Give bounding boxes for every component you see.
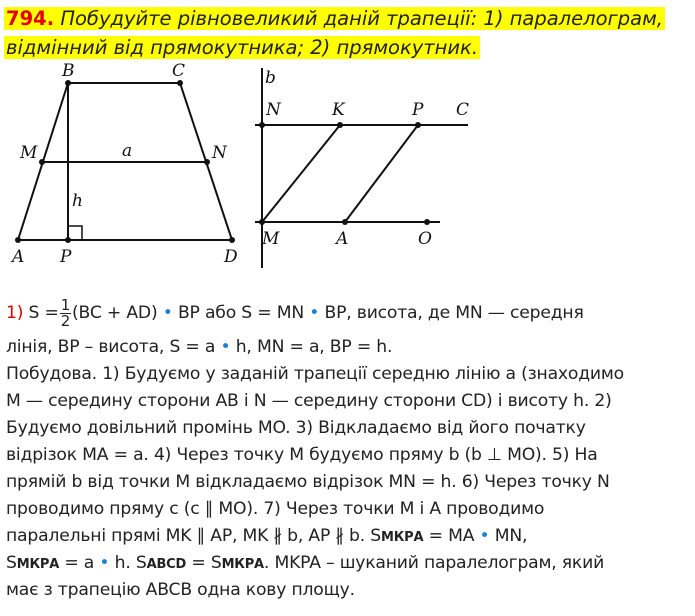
task-text-line: відмінний від прямокутника; 2) прямокутник. — [6, 36, 479, 59]
construction-figures — [0, 0, 695, 290]
formula-text: BP, висота, де MN — середня — [324, 303, 584, 323]
solution-line: прямій b від точки M відкладаємо відрізок MN = h. 6) Через точку N — [6, 472, 610, 492]
solution-line: відрізок MA = a. 4) Через точку M будуємо пряму b (b ⊥ MO). 5) На — [6, 445, 598, 465]
solution-line: паралельні прямі MK ∥ AP, MK ∦ b, AP ∦ b. SМКРА = MA • MN, — [6, 526, 528, 546]
solution-line: SМКРА = a • h. SABCD = SМКРА. MKPA – шуканий паралелограм, який — [6, 553, 605, 573]
solution-line: M — середину сторони AB і N — середину сторони CD) і висоту h. 2) — [6, 391, 612, 411]
parallelogram-figure — [255, 68, 468, 268]
multiply-dot: • — [220, 337, 231, 357]
solution-line: лінія, BP – висота, S = a • h, MN = a, BP = h. — [6, 337, 393, 357]
point-label: P — [412, 100, 424, 120]
point-label: C — [172, 61, 186, 81]
point-label: A — [12, 247, 25, 267]
multiply-dot: • — [309, 303, 320, 323]
formula-text: S = — [28, 303, 59, 323]
height-label: h — [72, 191, 83, 211]
point-label: A — [336, 229, 349, 249]
trapezoid-figure — [18, 83, 232, 240]
multiply-dot: • — [99, 553, 110, 573]
point-label: M — [262, 229, 280, 249]
solution-line: Побудова. 1) Будуємо у заданій трапеції середню лінію a (знаходимо — [6, 364, 624, 384]
segment-label: a — [122, 141, 133, 161]
formula-text: (BC + AD) — [72, 303, 158, 323]
point-label: O — [418, 229, 432, 249]
solution-text — [6, 292, 624, 604]
multiply-dot: • — [162, 303, 173, 323]
solution-line — [6, 292, 624, 334]
part-number: 1) — [6, 303, 24, 323]
task-text-line: Побудуйте рівновеликий даній трапеції: 1) паралелограм, — [60, 7, 664, 30]
solution-line: має з трапецію ABCB одна кову площу. — [6, 580, 355, 600]
line-label: b — [265, 68, 276, 88]
point-label: D — [224, 247, 238, 267]
formula-text: BP або S = MN — [177, 303, 305, 323]
point-label: N — [266, 100, 281, 120]
point-label: B — [62, 61, 75, 81]
multiply-dot: • — [479, 526, 490, 546]
task-number: 794. — [6, 7, 55, 30]
point-label: M — [20, 143, 38, 163]
point-label: P — [60, 247, 72, 267]
solution-line: проводимо пряму c (c ∥ MO). 7) Через точки M і A проводимо — [6, 499, 545, 519]
line-label: C — [456, 100, 470, 120]
solution-line: Будуємо довільний промінь MO. 3) Відкладаємо від його початку — [6, 418, 586, 438]
point-label: K — [332, 100, 345, 120]
fraction-one-half: $\frac{1}{2}$ — [60, 295, 71, 330]
point-label: N — [212, 143, 227, 163]
